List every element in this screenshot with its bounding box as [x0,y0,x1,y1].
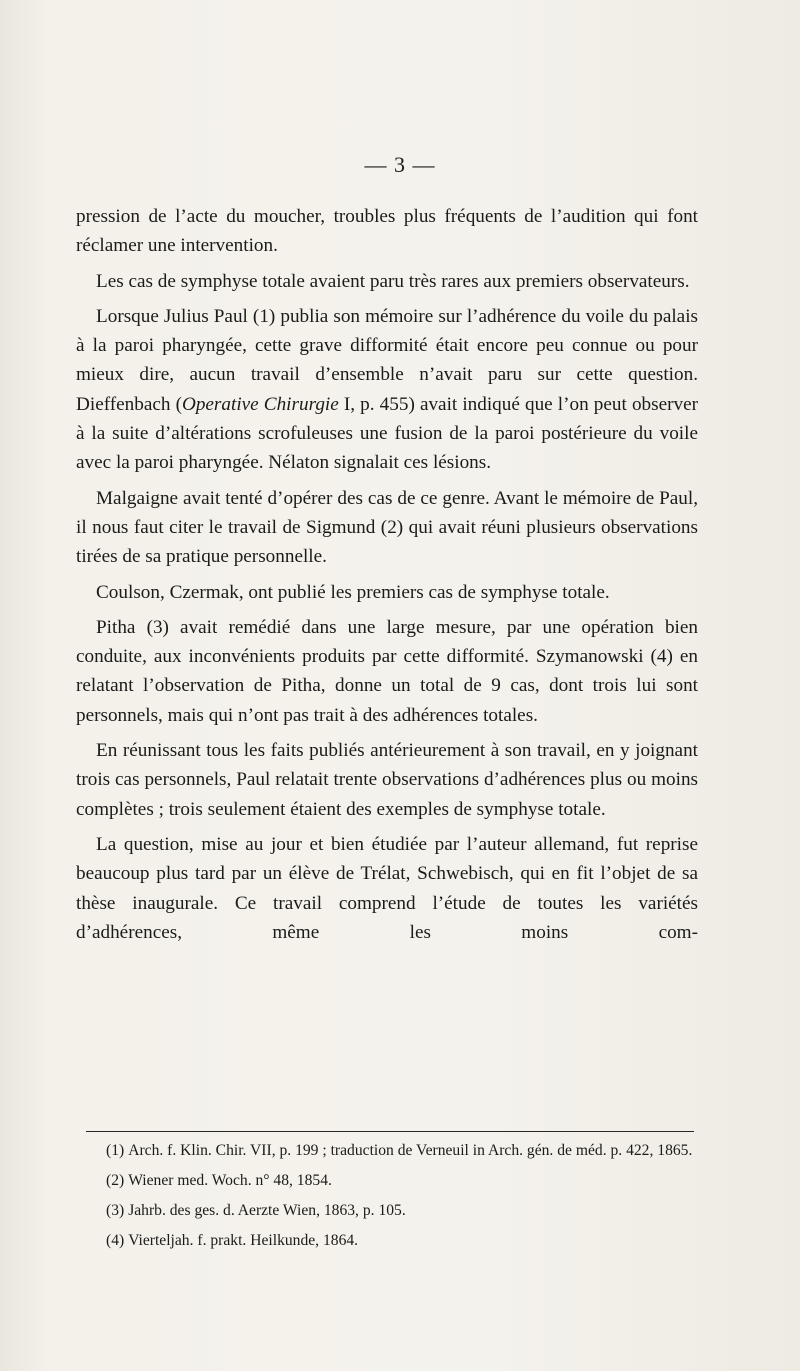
footnote [86,1200,696,1222]
paragraph: En réunissant tous les faits publiés antérieurement à son travail, en y joignant trois cas personnels, Paul relatait trente observations d’adhérences plus ou moins complètes ; trois seulement étaient des exemples de symphyse totale. [76,740,698,820]
italic-title: Operative Chirurgie [181,393,339,415]
paragraph: Les cas de symphyse totale avaient paru très rares aux premiers observateurs. [96,270,690,292]
paragraph [76,302,698,478]
footnote-text: Arch. f. Klin. Chir. VII, p. 199 ; traduction de Verneuil in Arch. gén. de méd. p. 422, 1865. [128,1142,693,1159]
footnote [86,1140,696,1162]
footnote [86,1170,696,1192]
footnote-number: (1) [106,1142,125,1159]
paragraph-text: Lorsque Julius Paul (1) publia son mémoire sur l’adhérence du voile du palais à la paroi pharyngée, cette grave difformité était encore peu connue ou pour mieux dire, aucun travail d’ensemble n’avait paru sur cette question. Dieffenbach ( [76,305,698,415]
paragraph: Pitha (3) avait remédié dans une large mesure, par une opération bien conduite, aux inconvénients produits par cette difformité. Szymanowski (4) en relatant l’observation de Pitha, donne un total de 9 cas, dont trois lui sont personnels, mais qui n’ont pas trait à des adhérences totales. [76,616,698,726]
page-number: — 3 — [364,152,436,177]
footnote-divider [86,1131,694,1132]
footnote-text: Wiener med. Woch. n° 48, 1854. [128,1172,332,1189]
footnote-text: Vierteljah. f. prakt. Heilkunde, 1864. [128,1232,359,1249]
footnote-number: (4) [106,1232,125,1249]
footnote-number: (3) [106,1202,125,1219]
paragraph: Malgaigne avait tenté d’opérer des cas de ce genre. Avant le mémoire de Paul, il nous faut citer le travail de Sigmund (2) qui avait réuni plusieurs observations tirées de sa pratique personnelle. [76,487,698,568]
paragraph-text: I, p. 455) avait indiqué que l’on peut observer à la suite d’altérations scrofuleuses une fusion de la paroi postérieure du voile avec la paroi pharyngée. Nélaton signalait ces lésions. [76,393,699,474]
footnote [86,1230,696,1252]
footnote-text: Jahrb. des ges. d. Aerzte Wien, 1863, p. 105. [128,1202,406,1219]
footnotes [86,1140,696,1260]
footnote-number: (2) [106,1172,125,1189]
paragraph: Coulson, Czermak, ont publié les premiers cas de symphyse totale. [96,581,610,603]
paragraph: pression de l’acte du moucher, troubles plus fréquents de l’audition qui font réclamer une intervention. [76,206,698,257]
paragraph: La question, mise au jour et bien étudiée par l’auteur allemand, fut reprise beaucoup plus tard par un élève de Trélat, Schwebisch, qui en fit l’objet de sa thèse inaugurale. Ce travail comprend l’étude de toutes les variétés d’adhérences, même les moins com- [76,833,698,943]
body-text [76,202,698,953]
